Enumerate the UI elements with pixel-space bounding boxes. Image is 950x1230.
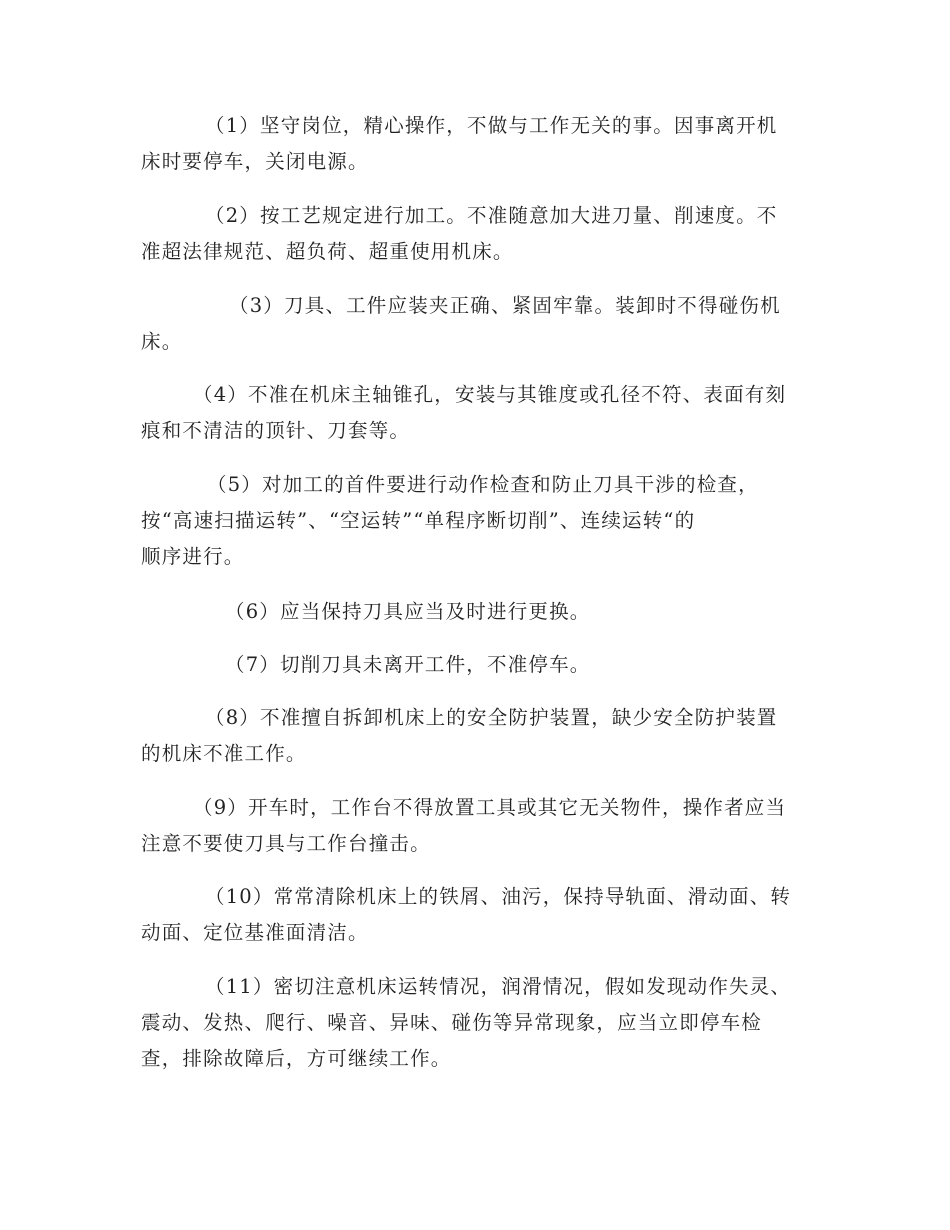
paragraph-line: 动面、定位基准面清洁。 xyxy=(141,921,369,944)
paragraph-line: （4）不准在机床主轴锥孔，安装与其锥度或孔径不符、表面有刻 xyxy=(193,383,787,406)
paragraph-line: （10）常常清除机床上的铁屑、油污，保持导轨面、滑动面、转 xyxy=(205,885,792,908)
paragraph-line: （1）坚守岗位，精心操作，不做与工作无关的事。因事离开机 xyxy=(205,114,778,137)
paragraph-line: 按“高速扫描运转”、“空运转”“单程序断切削”、连续运转“的 xyxy=(141,509,696,532)
paragraph-line: （5）对加工的首件要进行动作检查和防止刀具干涉的检查， xyxy=(207,473,759,496)
paragraph-1 xyxy=(141,108,811,180)
paragraph-line: 痕和不清洁的顶针、刀套等。 xyxy=(141,419,411,442)
paragraph-line: 查，排除故障后，方可继续工作。 xyxy=(141,1047,452,1070)
paragraph-line: 准超法律规范、超负荷、超重使用机床。 xyxy=(141,240,514,263)
paragraph-line: 的机床不准工作。 xyxy=(141,742,307,765)
paragraph-3 xyxy=(141,288,811,360)
paragraph-line: （2）按工艺规定进行加工。不准随意加大进刀量、削速度。不 xyxy=(205,204,778,227)
paragraph-line: 震动、发热、爬行、噪音、异味、碰伤等异常现象，应当立即停车检 xyxy=(141,1011,763,1034)
paragraph-line: 床时要停车，关闭电源。 xyxy=(141,150,369,173)
paragraph-line: （3）刀具、工件应装夹正确、紧固牢靠。装卸时不得碰伤机 xyxy=(229,294,781,317)
paragraph-10 xyxy=(141,879,811,951)
paragraph-6 xyxy=(141,594,811,630)
paragraph-line: （8）不准擅自拆卸机床上的安全防护装置，缺少安全防护装置 xyxy=(205,706,778,729)
paragraph-9 xyxy=(141,790,811,862)
paragraph-line: 床。 xyxy=(141,330,183,353)
paragraph-5 xyxy=(141,467,811,575)
paragraph-line: 顺序进行。 xyxy=(141,545,245,568)
paragraph-7 xyxy=(141,647,811,683)
paragraph-line: 注意不要使刀具与工作台撞击。 xyxy=(141,832,431,855)
paragraph-8 xyxy=(141,700,811,772)
paragraph-2 xyxy=(141,198,811,270)
paragraph-line: （9）开车时，工作台不得放置工具或其它无关物件，操作者应当 xyxy=(193,796,787,819)
paragraph-11 xyxy=(141,969,811,1077)
paragraph-line: （6）应当保持刀具应当及时进行更换。 xyxy=(225,600,591,623)
paragraph-line: （7）切削刀具未离开工件，不准停车。 xyxy=(225,653,591,676)
paragraph-4 xyxy=(141,377,811,449)
paragraph-line: （11）密切注意机床运转情况，润滑情况，假如发现动作失灵、 xyxy=(205,975,792,998)
